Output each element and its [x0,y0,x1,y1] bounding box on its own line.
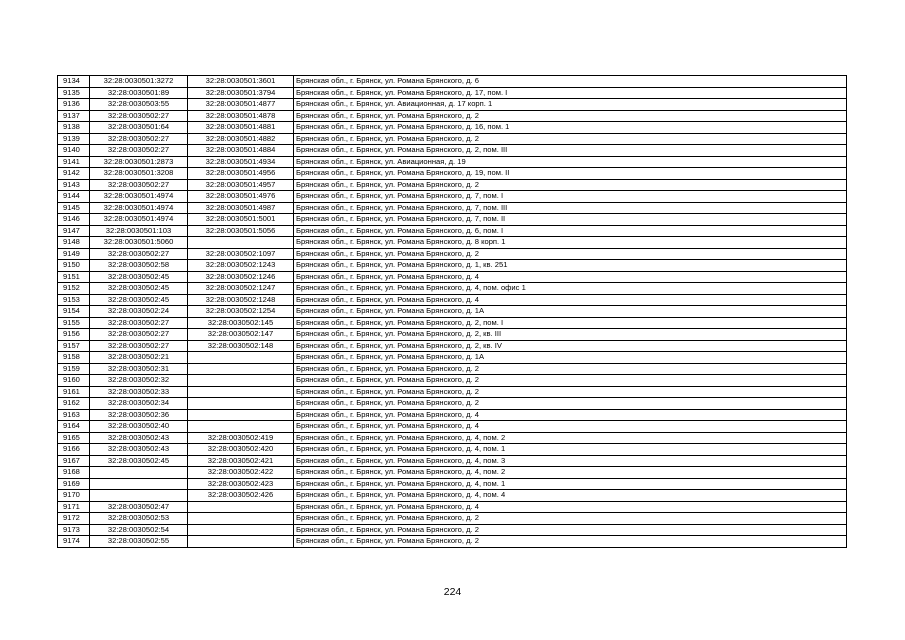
row-number-cell: 9150 [58,260,90,272]
table-row [58,375,847,387]
object-number-cell [188,536,294,548]
object-number-cell: 32:28:0030501:4934 [188,156,294,168]
cadastral-number-cell: 32:28:0030501:103 [90,225,188,237]
cadastral-number-cell: 32:28:0030502:24 [90,306,188,318]
cadastral-number-cell: 32:28:0030502:21 [90,352,188,364]
address-cell: Брянская обл., г. Брянск, ул. Авиационная, д. 17 корп. 1 [294,99,847,111]
row-number-cell: 9164 [58,421,90,433]
address-cell: Брянская обл., г. Брянск, ул. Авиационная, д. 19 [294,156,847,168]
row-number-cell: 9148 [58,237,90,249]
object-number-cell: 32:28:0030502:419 [188,432,294,444]
table-row [58,283,847,295]
object-number-cell: 32:28:0030502:1247 [188,283,294,295]
object-number-cell [188,409,294,421]
table-row [58,467,847,479]
row-number-cell: 9149 [58,248,90,260]
table-row [58,317,847,329]
table-row [58,329,847,341]
cadastral-number-cell: 32:28:0030502:27 [90,340,188,352]
table-row [58,260,847,272]
row-number-cell: 9169 [58,478,90,490]
address-cell: Брянская обл., г. Брянск, ул. Романа Брянского, д. 19, пом. II [294,168,847,180]
object-number-cell: 32:28:0030501:4881 [188,122,294,134]
address-cell: Брянская обл., г. Брянск, ул. Романа Брянского, д. 7, пом. I [294,191,847,203]
table-row [58,432,847,444]
cadastral-number-cell: 32:28:0030502:31 [90,363,188,375]
row-number-cell: 9165 [58,432,90,444]
object-number-cell: 32:28:0030501:4956 [188,168,294,180]
object-number-cell [188,237,294,249]
row-number-cell: 9156 [58,329,90,341]
address-cell: Брянская обл., г. Брянск, ул. Романа Брянского, д. 7, пом. II [294,214,847,226]
row-number-cell: 9173 [58,524,90,536]
object-number-cell: 32:28:0030501:4882 [188,133,294,145]
table-row [58,501,847,513]
address-cell: Брянская обл., г. Брянск, ул. Романа Брянского, д. 2 [294,375,847,387]
row-number-cell: 9145 [58,202,90,214]
object-number-cell: 32:28:0030502:148 [188,340,294,352]
object-number-cell: 32:28:0030501:4976 [188,191,294,203]
table-row [58,202,847,214]
cadastral-number-cell: 32:28:0030502:45 [90,283,188,295]
table-row [58,536,847,548]
table-row [58,122,847,134]
object-number-cell: 32:28:0030501:4884 [188,145,294,157]
cadastral-number-cell: 32:28:0030501:89 [90,87,188,99]
cadastral-number-cell: 32:28:0030502:45 [90,455,188,467]
object-number-cell: 32:28:0030501:4877 [188,99,294,111]
row-number-cell: 9140 [58,145,90,157]
object-number-cell [188,513,294,525]
table-row [58,168,847,180]
address-cell: Брянская обл., г. Брянск, ул. Романа Брянского, д. 4, пом. 2 [294,467,847,479]
row-number-cell: 9154 [58,306,90,318]
address-cell: Брянская обл., г. Брянск, ул. Романа Брянского, д. 2 [294,386,847,398]
object-number-cell: 32:28:0030501:4987 [188,202,294,214]
cadastral-number-cell: 32:28:0030501:4974 [90,202,188,214]
row-number-cell: 9162 [58,398,90,410]
property-table-body [58,76,847,548]
address-cell: Брянская обл., г. Брянск, ул. Романа Брянского, д. 1А [294,352,847,364]
page-number: 224 [443,586,462,598]
row-number-cell: 9147 [58,225,90,237]
object-number-cell: 32:28:0030502:1097 [188,248,294,260]
table-row [58,398,847,410]
table-row [58,191,847,203]
address-cell: Брянская обл., г. Брянск, ул. Романа Брянского, д. 2, кв. IV [294,340,847,352]
cadastral-number-cell: 32:28:0030501:4974 [90,214,188,226]
table-row [58,478,847,490]
table-row [58,455,847,467]
object-number-cell [188,352,294,364]
table-row [58,306,847,318]
cadastral-number-cell: 32:28:0030501:64 [90,122,188,134]
address-cell: Брянская обл., г. Брянск, ул. Романа Брянского, д. 8 корп. 1 [294,237,847,249]
object-number-cell [188,524,294,536]
table-row [58,214,847,226]
object-number-cell: 32:28:0030502:1254 [188,306,294,318]
address-cell: Брянская обл., г. Брянск, ул. Романа Брянского, д. 1, кв. 251 [294,260,847,272]
address-cell: Брянская обл., г. Брянск, ул. Романа Брянского, д. 4 [294,271,847,283]
row-number-cell: 9135 [58,87,90,99]
row-number-cell: 9158 [58,352,90,364]
table-row [58,444,847,456]
cadastral-number-cell: 32:28:0030502:33 [90,386,188,398]
object-number-cell: 32:28:0030501:4957 [188,179,294,191]
row-number-cell: 9134 [58,76,90,88]
cadastral-number-cell: 32:28:0030503:55 [90,99,188,111]
row-number-cell: 9144 [58,191,90,203]
object-number-cell: 32:28:0030502:422 [188,467,294,479]
cadastral-number-cell: 32:28:0030501:4974 [90,191,188,203]
address-cell: Брянская обл., г. Брянск, ул. Романа Брянского, д. 6, пом. I [294,225,847,237]
address-cell: Брянская обл., г. Брянск, ул. Романа Брянского, д. 4, пом. 1 [294,478,847,490]
table-row [58,294,847,306]
table-row [58,145,847,157]
row-number-cell: 9168 [58,467,90,479]
cadastral-number-cell [90,478,188,490]
address-cell: Брянская обл., г. Брянск, ул. Романа Брянского, д. 2 [294,248,847,260]
address-cell: Брянская обл., г. Брянск, ул. Романа Брянского, д. 4 [294,421,847,433]
object-number-cell [188,501,294,513]
cadastral-number-cell: 32:28:0030502:45 [90,271,188,283]
address-cell: Брянская обл., г. Брянск, ул. Романа Брянского, д. 2 [294,133,847,145]
object-number-cell: 32:28:0030501:3794 [188,87,294,99]
cadastral-number-cell: 32:28:0030502:45 [90,294,188,306]
table-row [58,76,847,88]
row-number-cell: 9157 [58,340,90,352]
cadastral-number-cell: 32:28:0030502:32 [90,375,188,387]
cadastral-number-cell: 32:28:0030502:54 [90,524,188,536]
address-cell: Брянская обл., г. Брянск, ул. Романа Брянского, д. 2 [294,513,847,525]
object-number-cell [188,363,294,375]
table-row [58,421,847,433]
cadastral-number-cell: 32:28:0030502:36 [90,409,188,421]
row-number-cell: 9153 [58,294,90,306]
object-number-cell: 32:28:0030501:4878 [188,110,294,122]
address-cell: Брянская обл., г. Брянск, ул. Романа Брянского, д. 4, пом. 2 [294,432,847,444]
object-number-cell [188,375,294,387]
table-row [58,524,847,536]
row-number-cell: 9142 [58,168,90,180]
row-number-cell: 9151 [58,271,90,283]
object-number-cell: 32:28:0030502:426 [188,490,294,502]
row-number-cell: 9166 [58,444,90,456]
address-cell: Брянская обл., г. Брянск, ул. Романа Брянского, д. 4 [294,294,847,306]
table-row [58,340,847,352]
object-number-cell: 32:28:0030502:1246 [188,271,294,283]
table-row [58,352,847,364]
address-cell: Брянская обл., г. Брянск, ул. Романа Брянского, д. 4, пом. 1 [294,444,847,456]
row-number-cell: 9138 [58,122,90,134]
object-number-cell [188,421,294,433]
object-number-cell: 32:28:0030501:3601 [188,76,294,88]
row-number-cell: 9146 [58,214,90,226]
row-number-cell: 9174 [58,536,90,548]
address-cell: Брянская обл., г. Брянск, ул. Романа Брянского, д. 2 [294,524,847,536]
address-cell: Брянская обл., г. Брянск, ул. Романа Брянского, д. 4, пом. 3 [294,455,847,467]
cadastral-number-cell: 32:28:0030502:27 [90,248,188,260]
address-cell: Брянская обл., г. Брянск, ул. Романа Брянского, д. 2 [294,110,847,122]
object-number-cell: 32:28:0030502:147 [188,329,294,341]
table-row [58,237,847,249]
address-cell: Брянская обл., г. Брянск, ул. Романа Брянского, д. 4, пом. офис 1 [294,283,847,295]
row-number-cell: 9171 [58,501,90,513]
address-cell: Брянская обл., г. Брянск, ул. Романа Брянского, д. 2 [294,363,847,375]
address-cell: Брянская обл., г. Брянск, ул. Романа Брянского, д. 6 [294,76,847,88]
object-number-cell: 32:28:0030502:421 [188,455,294,467]
address-cell: Брянская обл., г. Брянск, ул. Романа Брянского, д. 4, пом. 4 [294,490,847,502]
address-cell: Брянская обл., г. Брянск, ул. Романа Брянского, д. 4 [294,501,847,513]
row-number-cell: 9161 [58,386,90,398]
cadastral-number-cell: 32:28:0030502:58 [90,260,188,272]
cadastral-number-cell: 32:28:0030501:5060 [90,237,188,249]
table-row [58,87,847,99]
cadastral-number-cell: 32:28:0030502:27 [90,317,188,329]
address-cell: Брянская обл., г. Брянск, ул. Романа Брянского, д. 2 [294,536,847,548]
object-number-cell: 32:28:0030502:423 [188,478,294,490]
table-row [58,133,847,145]
row-number-cell: 9163 [58,409,90,421]
address-cell: Брянская обл., г. Брянск, ул. Романа Брянского, д. 1А [294,306,847,318]
object-number-cell: 32:28:0030502:1243 [188,260,294,272]
cadastral-number-cell: 32:28:0030502:53 [90,513,188,525]
cadastral-number-cell: 32:28:0030501:3272 [90,76,188,88]
row-number-cell: 9155 [58,317,90,329]
address-cell: Брянская обл., г. Брянск, ул. Романа Брянского, д. 17, пом. I [294,87,847,99]
row-number-cell: 9136 [58,99,90,111]
row-number-cell: 9167 [58,455,90,467]
cadastral-number-cell: 32:28:0030502:55 [90,536,188,548]
cadastral-number-cell: 32:28:0030502:27 [90,145,188,157]
cadastral-number-cell: 32:28:0030502:27 [90,329,188,341]
property-table [57,75,847,548]
address-cell: Брянская обл., г. Брянск, ул. Романа Брянского, д. 4 [294,409,847,421]
cadastral-number-cell [90,490,188,502]
table-row [58,225,847,237]
cadastral-number-cell: 32:28:0030502:34 [90,398,188,410]
address-cell: Брянская обл., г. Брянск, ул. Романа Брянского, д. 16, пом. 1 [294,122,847,134]
object-number-cell: 32:28:0030502:420 [188,444,294,456]
row-number-cell: 9160 [58,375,90,387]
object-number-cell: 32:28:0030502:145 [188,317,294,329]
object-number-cell: 32:28:0030501:5001 [188,214,294,226]
cadastral-number-cell: 32:28:0030502:40 [90,421,188,433]
address-cell: Брянская обл., г. Брянск, ул. Романа Брянского, д. 2 [294,398,847,410]
address-cell: Брянская обл., г. Брянск, ул. Романа Брянского, д. 7, пом. III [294,202,847,214]
cadastral-number-cell: 32:28:0030501:3208 [90,168,188,180]
row-number-cell: 9137 [58,110,90,122]
address-cell: Брянская обл., г. Брянск, ул. Романа Брянского, д. 2, пом. I [294,317,847,329]
address-cell: Брянская обл., г. Брянск, ул. Романа Брянского, д. 2, кв. III [294,329,847,341]
object-number-cell: 32:28:0030501:5056 [188,225,294,237]
row-number-cell: 9172 [58,513,90,525]
cadastral-number-cell: 32:28:0030502:27 [90,179,188,191]
table-row [58,99,847,111]
object-number-cell [188,386,294,398]
address-cell: Брянская обл., г. Брянск, ул. Романа Брянского, д. 2, пом. III [294,145,847,157]
object-number-cell: 32:28:0030502:1248 [188,294,294,306]
table-row [58,513,847,525]
cadastral-number-cell: 32:28:0030502:47 [90,501,188,513]
cadastral-number-cell: 32:28:0030501:2873 [90,156,188,168]
cadastral-number-cell: 32:28:0030502:27 [90,110,188,122]
table-row [58,490,847,502]
table-row [58,110,847,122]
table-row [58,386,847,398]
cadastral-number-cell [90,467,188,479]
row-number-cell: 9139 [58,133,90,145]
row-number-cell: 9141 [58,156,90,168]
table-row [58,409,847,421]
address-cell: Брянская обл., г. Брянск, ул. Романа Брянского, д. 2 [294,179,847,191]
cadastral-number-cell: 32:28:0030502:27 [90,133,188,145]
cadastral-number-cell: 32:28:0030502:43 [90,444,188,456]
row-number-cell: 9143 [58,179,90,191]
table-row [58,363,847,375]
object-number-cell [188,398,294,410]
cadastral-number-cell: 32:28:0030502:43 [90,432,188,444]
table-row [58,156,847,168]
row-number-cell: 9152 [58,283,90,295]
table-row [58,271,847,283]
table-row [58,248,847,260]
row-number-cell: 9159 [58,363,90,375]
table-row [58,179,847,191]
row-number-cell: 9170 [58,490,90,502]
